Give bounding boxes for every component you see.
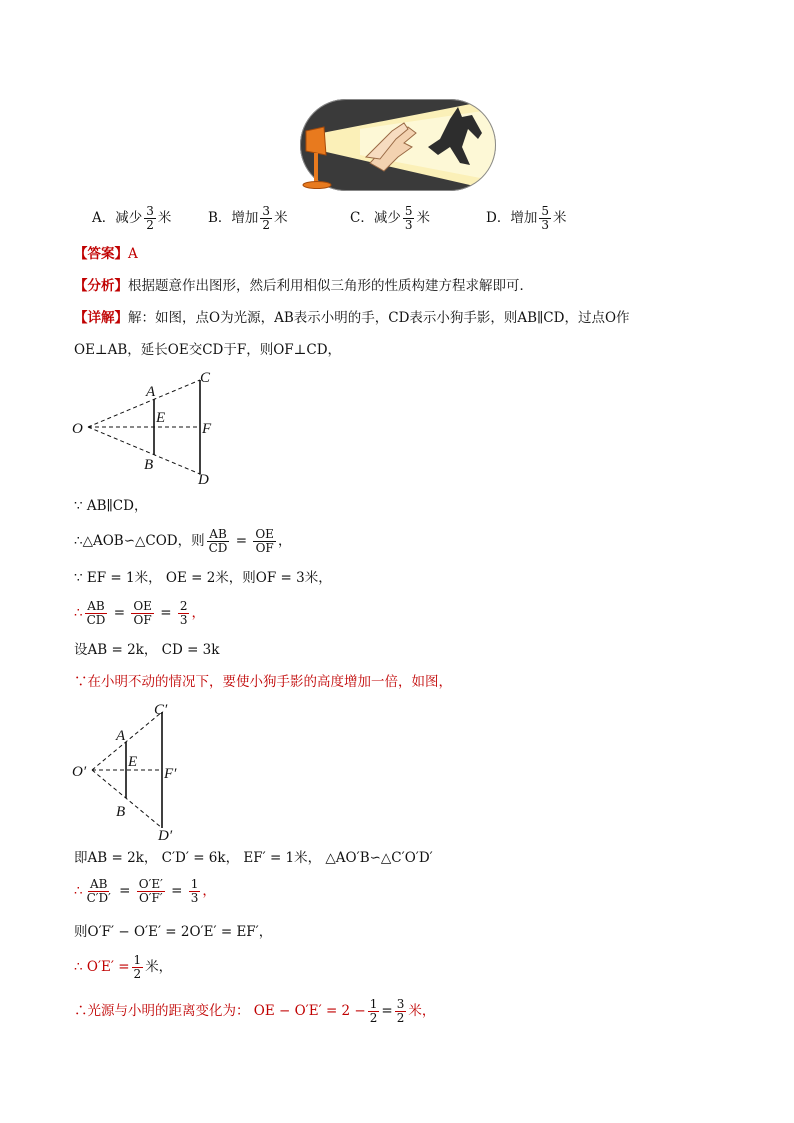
geometry-diagram-2	[68, 698, 208, 844]
step-1: ∵ AB∥CD，	[74, 498, 148, 514]
label-D-prime: D′	[158, 828, 173, 844]
label-B: B	[116, 804, 126, 820]
label-B: B	[144, 457, 154, 473]
label-E: E	[128, 754, 138, 770]
shadow-illustration	[300, 99, 496, 191]
label-F: F	[202, 421, 212, 437]
label-C-prime: C′	[154, 702, 168, 718]
geometry-diagram-1	[68, 366, 228, 488]
label-A: A	[116, 728, 126, 744]
option-c[interactable]: C．减少 $\frac{5}{3}$ 米	[350, 204, 430, 232]
option-a[interactable]: A．减少 $\frac{3}{2}$ 米	[92, 204, 172, 232]
label-D: D	[198, 472, 209, 488]
label-O-prime: O′	[72, 764, 87, 780]
step-5: 设AB = 2k， CD = 3k	[74, 642, 220, 658]
analysis-line: 【分析】根据题意作出图形，然后利用相似三角形的性质构建方程求解即可．	[74, 278, 533, 294]
step-7: 即AB = 2k， C′D′ = 6k， EF′ = 1米， △AO′B∽△C′O′D′	[74, 850, 433, 866]
option-b[interactable]: B．增加 $\frac{3}{2}$ 米	[208, 204, 288, 232]
step-4: ∴ $\frac{AB}{CD}$ = $\frac{OE}{OF}$ = $\frac{2}{3}$ ，	[74, 599, 205, 627]
detail-line-1: 【详解】解：如图，点O为光源，AB表示小明的手，CD表示小狗手影，则AB∥CD，过点O作	[74, 310, 630, 326]
step-11: ∴光源与小明的距离变化为： OE − O′E′ = 2 − $\frac{1}{2}$ = $\frac{3}{2}$ 米，	[74, 997, 436, 1025]
answer-line: 【答案】A	[74, 246, 138, 262]
step-9: 则O′F′ − O′E′ = 2O′E′ = EF′，	[74, 924, 273, 940]
label-O: O	[72, 421, 83, 437]
detail-line-2: OE⊥AB，延长OE交CD于F，则OF⊥CD，	[74, 342, 342, 358]
option-d[interactable]: D．增加 $\frac{5}{3}$ 米	[486, 204, 567, 232]
step-10: ∴ O′E′ = $\frac{1}{2}$ 米，	[74, 953, 173, 981]
label-E: E	[156, 410, 166, 426]
step-8: ∴ $\frac{AB}{C'D'}$ = $\frac{O'E'}{O'F'}$ = $\frac{1}{3}$ ，	[74, 877, 216, 905]
step-6: ∵在小明不动的情况下，要使小狗手影的高度增加一倍，如图，	[74, 674, 452, 690]
label-F-prime: F′	[164, 766, 177, 782]
label-C: C	[200, 370, 211, 386]
step-3: ∵ EF = 1米， OE = 2米，则OF = 3米，	[74, 570, 332, 586]
label-A: A	[146, 384, 156, 400]
step-2: ∴△AOB∽△COD，则 $\frac{AB}{CD}$ = $\frac{OE}{OF}$ ，	[74, 527, 292, 555]
